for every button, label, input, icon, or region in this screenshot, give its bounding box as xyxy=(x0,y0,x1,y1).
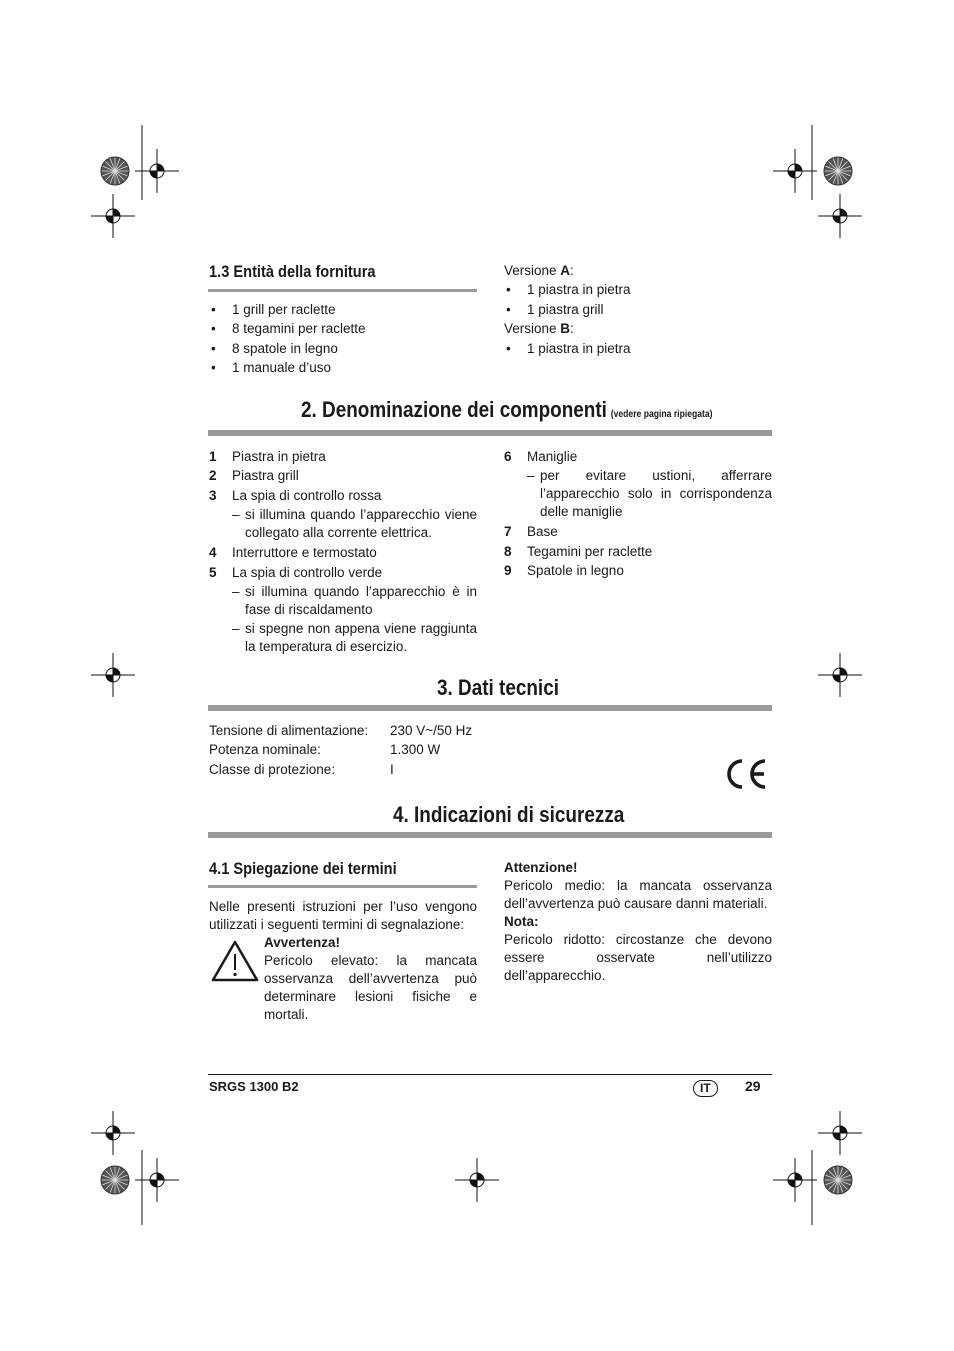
row-label: Potenza nominale: xyxy=(209,742,321,758)
footer-rule xyxy=(208,1074,772,1075)
item-text: La spia di controllo rossa xyxy=(232,487,382,503)
item-number: 5 xyxy=(209,564,217,580)
list-item: • 1 piastra grill xyxy=(504,301,772,320)
delivery-list xyxy=(209,301,477,379)
list-item: • 1 piastra in pietra xyxy=(504,340,772,359)
table-row xyxy=(209,761,609,780)
version-b-label: Versione xyxy=(504,321,561,337)
divider xyxy=(208,885,477,888)
warning-text: Pericolo elevato: la mancata osservanza dell’avvertenza può determinare lesioni fisiche e mortali. xyxy=(264,953,477,1022)
item-text: Piastra grill xyxy=(232,468,299,484)
item-text: Tegamini per raclette xyxy=(527,543,653,559)
item-subtext: si illumina quando l’apparecchio è in fase di riscaldamento xyxy=(245,583,477,617)
item-subtext: per evitare ustioni, afferrare l’apparecchio solo in corrispondenza delle maniglie xyxy=(540,468,772,520)
color-wheel-icon xyxy=(101,1166,129,1194)
item-number: 7 xyxy=(504,524,512,540)
row-value: 1.300 W xyxy=(390,742,441,758)
footer-model: SRGS 1300 B2 xyxy=(209,1079,299,1094)
registration-mark-icon xyxy=(773,1158,817,1202)
section-4-1-heading: 4.1 Spiegazione dei termini xyxy=(209,859,397,878)
item-number: 8 xyxy=(504,543,512,559)
item-number: 2 xyxy=(209,468,217,484)
color-wheel-icon xyxy=(824,1166,852,1194)
registration-mark-icon xyxy=(455,1158,499,1202)
list-item: • 8 spatole in legno xyxy=(209,340,477,359)
note-title: Nota: xyxy=(504,914,539,929)
signal-words-right xyxy=(504,859,772,985)
item-text: Spatole in legno xyxy=(527,563,624,579)
attention-text: Pericolo medio: la mancata osservanza dell’avvertenza può causare danni materiali. xyxy=(504,878,772,911)
item-text: La spia di controllo verde xyxy=(232,564,383,580)
list-item: • 1 grill per raclette xyxy=(209,301,477,320)
color-wheel-icon xyxy=(824,157,852,185)
section-2-note: (vedere pagina ripiegata) xyxy=(610,409,713,420)
table-row xyxy=(209,741,609,760)
warning-title: Avvertenza! xyxy=(264,935,341,950)
divider xyxy=(208,289,477,292)
registration-mark-icon xyxy=(91,653,135,697)
section-2-title: 2. Denominazione dei componenti xyxy=(301,397,607,422)
version-b-letter: B xyxy=(560,321,571,337)
registration-mark-icon xyxy=(818,194,862,238)
divider xyxy=(208,832,772,838)
components-list-right: 6 Maniglie – per evitare ustioni, afferrare l’apparecchio solo in corrispondenza delle maniglie 7 Base 8 Tegamini per raclette 9 Spatole in legno xyxy=(504,449,772,579)
item-subtext: si illumina quando l’apparecchio viene collegato alla corrente elettrica. xyxy=(245,507,477,541)
tech-data-table xyxy=(209,722,609,780)
warning-triangle-icon xyxy=(210,939,260,983)
item-number: 4 xyxy=(209,545,217,561)
divider xyxy=(208,705,772,711)
row-value: 230 V~/50 Hz xyxy=(390,723,473,738)
registration-mark-icon xyxy=(91,194,135,238)
item-text: Base xyxy=(527,524,558,540)
registration-mark-icon xyxy=(773,149,817,193)
item-subtext: si spegne non appena viene raggiunta la temperatura di esercizio. xyxy=(245,620,477,654)
section-4-heading: 4. Indicazioni di sicurezza xyxy=(393,802,625,827)
warning-block xyxy=(264,934,477,1024)
list-item: • 1 manuale d’uso xyxy=(209,359,477,378)
components-list-left: 1 Piastra in pietra 2 Piastra grill 3 La spia di controllo rossa – si illumina quando l’apparecchio viene collegato alla corrente elettrica. 4 Interruttore e termostato 5 La spia di controllo verde – si illumina quando l’apparecchio è in fase di riscaldamento – si spegne non appena viene raggiunta la temperatura di esercizio. xyxy=(209,449,477,654)
section-2-heading xyxy=(301,397,713,423)
item-number: 6 xyxy=(504,449,512,464)
list-item: • 8 tegamini per raclette xyxy=(209,320,477,339)
registration-mark-icon xyxy=(818,653,862,697)
item-number: 1 xyxy=(209,449,217,464)
registration-mark-icon xyxy=(818,1111,862,1155)
divider xyxy=(208,430,772,436)
registration-mark-icon xyxy=(91,1111,135,1155)
language-badge: IT xyxy=(693,1080,718,1097)
item-text: Maniglie xyxy=(527,449,578,464)
list-item: • 1 piastra in pietra xyxy=(504,281,772,300)
color-wheel-icon xyxy=(101,157,129,185)
intro-text: Nelle presenti istruzioni per l’uso vengono utilizzati i seguenti termini di segnalazione: xyxy=(209,899,477,932)
item-text: Interruttore e termostato xyxy=(232,545,377,561)
row-value: I xyxy=(390,761,394,777)
section-1-3-heading: 1.3 Entità della fornitura xyxy=(209,262,376,281)
item-text: Piastra in pietra xyxy=(232,449,326,464)
note-text: Pericolo ridotto: circostanze che devono essere osservate nell’utilizzo dell’apparecchio. xyxy=(504,932,772,983)
version-a-label: Versione xyxy=(504,263,561,278)
page-number: 29 xyxy=(745,1078,761,1094)
versions-block: Versione A: • 1 piastra in pietra • 1 piastra grill Versione B: • 1 piastra in pietra xyxy=(504,262,772,359)
row-label: Tensione di alimentazione: xyxy=(209,723,369,738)
ce-mark-icon xyxy=(723,757,768,791)
table-row xyxy=(209,722,609,741)
attention-title: Attenzione! xyxy=(504,860,578,875)
version-a-letter: A xyxy=(560,263,571,278)
section-3-heading: 3. Dati tecnici xyxy=(437,675,559,700)
item-number: 3 xyxy=(209,487,217,503)
row-label: Classe di protezione: xyxy=(209,761,336,777)
item-number: 9 xyxy=(504,563,512,579)
